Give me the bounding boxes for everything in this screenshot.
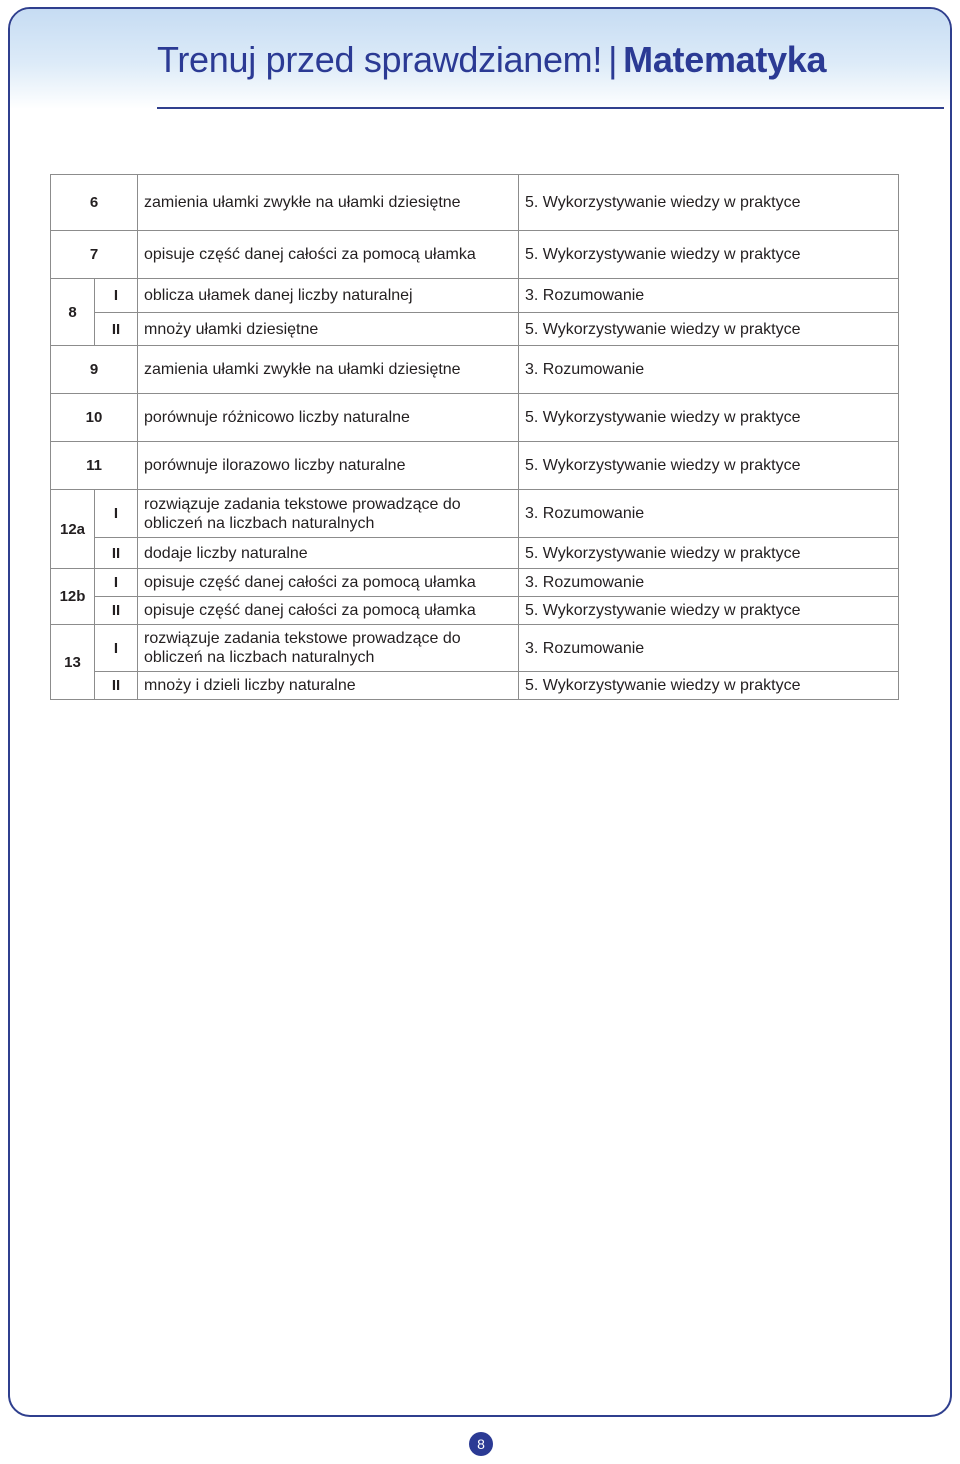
table-row bbox=[51, 394, 899, 442]
task-number: 10 bbox=[51, 394, 138, 442]
table-row bbox=[51, 175, 899, 231]
table-row bbox=[51, 538, 899, 569]
requirement-cell: 5. Wykorzystywanie wiedzy w praktyce bbox=[519, 538, 899, 569]
task-number: 13 bbox=[51, 625, 95, 700]
subtask-number: II bbox=[95, 597, 138, 625]
subtask-number: II bbox=[95, 538, 138, 569]
requirement-cell: 3. Rozumowanie bbox=[519, 625, 899, 672]
table-row bbox=[51, 625, 899, 672]
requirement-cell: 5. Wykorzystywanie wiedzy w praktyce bbox=[519, 231, 899, 279]
requirement-cell: 3. Rozumowanie bbox=[519, 279, 899, 313]
page-number-badge: 8 bbox=[469, 1432, 493, 1456]
table-row bbox=[51, 279, 899, 313]
requirement-cell: 5. Wykorzystywanie wiedzy w praktyce bbox=[519, 313, 899, 346]
requirement-cell: 3. Rozumowanie bbox=[519, 569, 899, 597]
page-title bbox=[157, 39, 826, 81]
requirement-cell: 5. Wykorzystywanie wiedzy w praktyce bbox=[519, 597, 899, 625]
skill-line: rozwiązuje zadania tekstowe prowadzące do bbox=[144, 630, 461, 647]
skill-cell: dodaje liczby naturalne bbox=[138, 538, 519, 569]
subtask-number: I bbox=[95, 625, 138, 672]
title-prefix: Trenuj przed sprawdzianem! bbox=[157, 39, 603, 80]
requirement-cell: 5. Wykorzystywanie wiedzy w praktyce bbox=[519, 175, 899, 231]
table-row bbox=[51, 569, 899, 597]
skills-table bbox=[50, 174, 899, 700]
skill-cell: opisuje część danej całości za pomocą ułamka bbox=[138, 569, 519, 597]
requirement-cell: 5. Wykorzystywanie wiedzy w praktyce bbox=[519, 672, 899, 700]
requirement-cell: 5. Wykorzystywanie wiedzy w praktyce bbox=[519, 394, 899, 442]
title-separator: | bbox=[608, 39, 618, 80]
skill-cell: opisuje część danej całości za pomocą ułamka bbox=[138, 231, 519, 279]
subtask-number: II bbox=[95, 672, 138, 700]
skill-cell: mnoży i dzieli liczby naturalne bbox=[138, 672, 519, 700]
skill-line: obliczeń na liczbach naturalnych bbox=[144, 514, 375, 532]
table-row bbox=[51, 442, 899, 490]
task-number: 12a bbox=[51, 490, 95, 569]
skill-cell bbox=[138, 490, 519, 538]
task-number: 12b bbox=[51, 569, 95, 625]
subject-name: Matematyka bbox=[623, 39, 827, 80]
header-rule bbox=[157, 107, 944, 109]
skill-line: obliczeń na liczbach naturalnych bbox=[144, 649, 375, 666]
skill-cell: oblicza ułamek danej liczby naturalnej bbox=[138, 279, 519, 313]
task-number: 6 bbox=[51, 175, 138, 231]
task-number: 7 bbox=[51, 231, 138, 279]
skill-cell bbox=[138, 625, 519, 672]
skill-cell: zamienia ułamki zwykłe na ułamki dziesiętne bbox=[138, 175, 519, 231]
table-row bbox=[51, 672, 899, 700]
subtask-number: I bbox=[95, 279, 138, 313]
skill-line: rozwiązuje zadania tekstowe prowadzące do bbox=[144, 495, 461, 513]
requirement-cell: 3. Rozumowanie bbox=[519, 490, 899, 538]
task-number: 11 bbox=[51, 442, 138, 490]
skill-cell: opisuje część danej całości za pomocą ułamka bbox=[138, 597, 519, 625]
table-row bbox=[51, 346, 899, 394]
skill-cell: mnoży ułamki dziesiętne bbox=[138, 313, 519, 346]
requirement-cell: 3. Rozumowanie bbox=[519, 346, 899, 394]
task-number: 9 bbox=[51, 346, 138, 394]
subtask-number: I bbox=[95, 490, 138, 538]
skill-cell: zamienia ułamki zwykłe na ułamki dziesiętne bbox=[138, 346, 519, 394]
table-row bbox=[51, 490, 899, 538]
requirement-cell: 5. Wykorzystywanie wiedzy w praktyce bbox=[519, 442, 899, 490]
table-row bbox=[51, 313, 899, 346]
table-row bbox=[51, 231, 899, 279]
skill-cell: porównuje ilorazowo liczby naturalne bbox=[138, 442, 519, 490]
subtask-number: II bbox=[95, 313, 138, 346]
task-number: 8 bbox=[51, 279, 95, 346]
subtask-number: I bbox=[95, 569, 138, 597]
table-row bbox=[51, 597, 899, 625]
skill-cell: porównuje różnicowo liczby naturalne bbox=[138, 394, 519, 442]
